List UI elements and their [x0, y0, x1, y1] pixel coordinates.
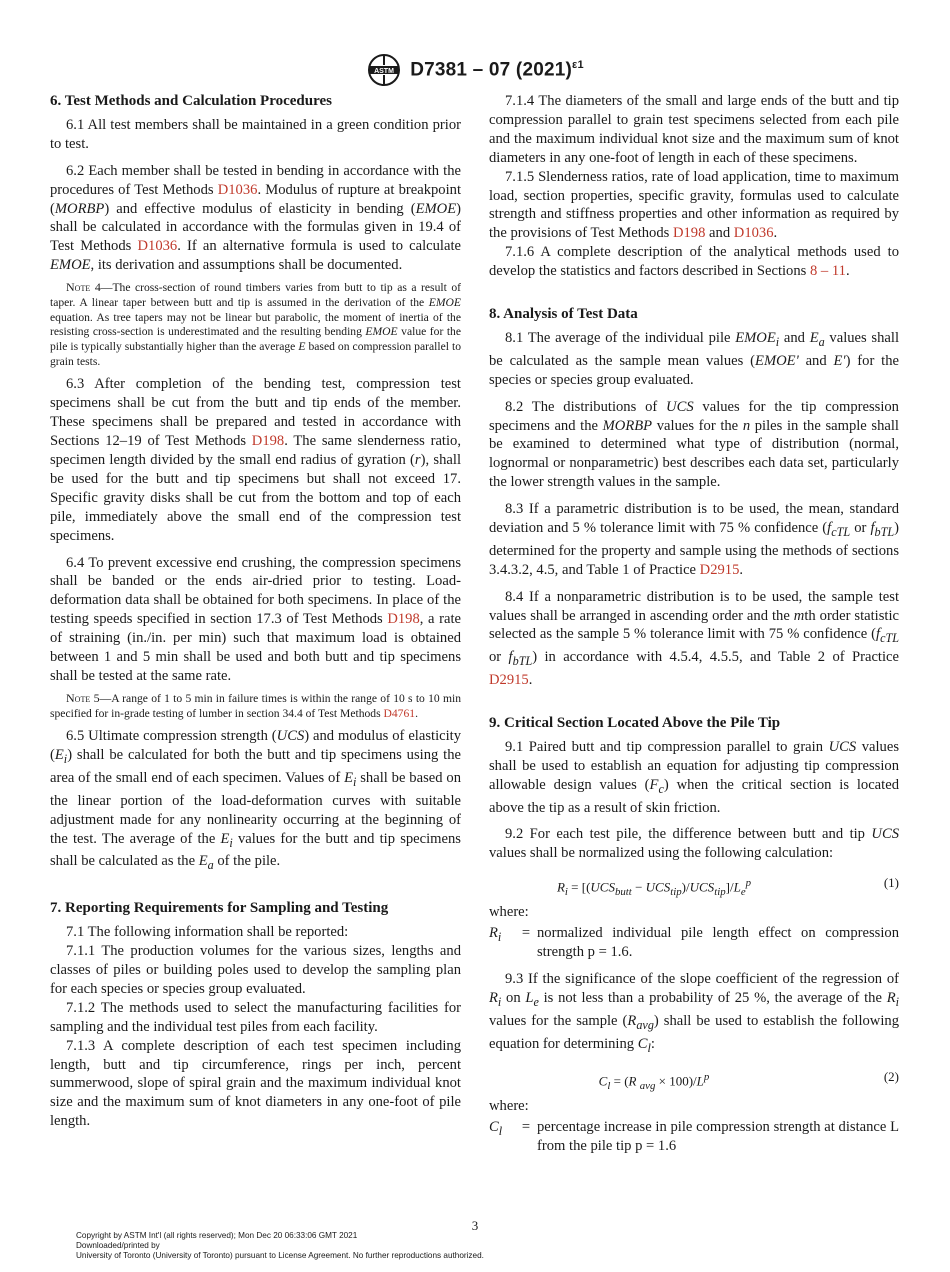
link-d2915[interactable]: D2915	[699, 561, 740, 578]
note-5: Note 5—A range of 1 to 5 min in failure times is within the range of 10 s to 10 min specified for in-grade testing of lumber in section 34.4 of Test Methods D4761.	[50, 690, 462, 720]
equation-2	[489, 1063, 899, 1093]
para-7-1-5: 7.1.5 Slenderness ratios, rate of load application, time to maximum load, section properties, specific gravity, formulas used to calculate strength and stiffness properties and other information as required by the provisions of Test Methods D198 and D1036.	[489, 168, 899, 242]
section-9-heading: 9. Critical Section Located Above the Pile Tip	[489, 715, 781, 731]
svg-text:ASTM: ASTM	[374, 68, 395, 75]
para-8-2: 8.2 The distributions of UCS values for the tip compression specimens and the MORBP values for the n piles in the sample shall be examined to determined what type of distribution (normal, lognormal or nonparametric) best describes each data set, particularly the lower strength values in the sample.	[489, 398, 899, 491]
link-d1036[interactable]: D1036	[137, 238, 178, 255]
equation-1-number: (1)	[883, 875, 899, 891]
copyright-notice: Copyright by ASTM Int'l (all rights reserved); Mon Dec 20 06:33:06 GMT 2021 Downloaded/printed by University of Toronto (University of Toronto) pursuant to License Agreement. No further reproductions authorized.	[76, 1231, 484, 1261]
link-sections-8-11[interactable]: 8 – 11	[809, 263, 846, 280]
section-7-heading: 7. Reporting Requirements for Sampling and Testing	[50, 900, 389, 917]
equation-1	[489, 869, 899, 899]
astm-logo-icon	[366, 53, 402, 87]
para-6-5: 6.5 Ultimate compression strength (UCS) and modulus of elasticity $(E_i)$ shall be calculated for both the butt and tip specimens using the area of the small end of each specimen. Values of $E_i$ shall be based on the linear portion of the load-deformation curves with suitable adjustment made for any nonlinearity occurring at the beginning of the test. The average of the $E_i$ values for the butt and tip specimens shall be calculated as the $E_a$ of the pile.	[50, 728, 462, 873]
page-number: 3	[471, 1218, 479, 1233]
definition-ri: $R_i$ = normalized individual pile length effect on compression strength p = 1.6.	[489, 925, 899, 961]
link-d2915[interactable]: D2915	[489, 672, 529, 689]
where-label: where:	[489, 904, 529, 921]
para-9-1: 9.1 Paired butt and tip compression parallel to grain UCS values shall be used to establish an equation for adjusting tip compression allowable design values $(F_c)$ when the critical section is located above the tip as a result of skin friction.	[489, 738, 899, 816]
link-d4761[interactable]: D4761	[383, 706, 416, 720]
right-column	[489, 92, 899, 1156]
link-d1036[interactable]: D1036	[733, 225, 774, 242]
para-8-3: 8.3 If a parametric distribution is to be used, the mean, standard deviation and 5 % tolerance limit with 75 % confidence ($f_{cTL}$ or $f_{bTL}$) determined for the property and sample using the methods of sections 3.4.3.2, 4.5, and Table 1 of Practice D2915.	[489, 501, 899, 578]
section-6-heading: 6. Test Methods and Calculation Procedures	[50, 93, 332, 109]
para-7-1-2: 7.1.2 The methods used to select the manufacturing facilities for sampling and the individual test piles from each facility.	[50, 999, 461, 1035]
para-9-2: 9.2 For each test pile, the difference between butt and tip UCS values shall be normalized using the following calculation:	[489, 826, 899, 862]
link-d198[interactable]: D198	[387, 611, 420, 628]
para-7-1-6: 7.1.6 A complete description of the analytical methods used to develop the statistics and factors described in Sections 8 – 11.	[489, 244, 899, 280]
equation-1-formula: $R_i = [(UCS_{butt} - UCS_{tip})/UCS_{tip}]/L_e^p$	[556, 877, 752, 899]
para-8-4: 8.4 If a nonparametric distribution is to be used, the sample test values shall be arranged in ascending order and the mth order statistic selected as the sample 5 % tolerance limit with 75 % confidence ($f_{cTL}$ or $f_{bTL}$) in accordance with 4.5.4, 4.5.5, and Table 2 of Practice D2915.	[489, 588, 899, 689]
para-6-4: 6.4 To prevent excessive end crushing, the compression specimens shall be banded or the ends air-dried prior to testing. Load-deformation data shall be obtained for both specimens. In place of the testing speeds specified in section 17.3 of Test Methods D198, a rate of straining (in./in. per min) such that maximum load is obtained between 1 and 5 min shall be used and both butt and tip specimens shall be tested at the same rate.	[50, 554, 462, 684]
left-column	[50, 92, 461, 1131]
definition-cl: $C_l$ = percentage increase in pile compression strength at distance L from the pile tip p = 1.6	[489, 1119, 899, 1155]
para-7-1-4: 7.1.4 The diameters of the small and large ends of the butt and tip compression parallel to grain test specimens selected from each pile and the maximum individual knot size and the maximum sum of knot diameters in any one-foot of length in each of these specimens.	[489, 93, 899, 166]
where-label: where:	[489, 1098, 529, 1115]
para-9-3: 9.3 If the significance of the slope coefficient of the regression of $R_i$ on $L_e$ is not less than a probability of 25 %, the average of the $R_i$ values for the sample $(R_{avg})$ shall be used to establish the following equation for determining $C_l$:	[489, 970, 899, 1055]
para-7-1: 7.1 The following information shall be reported:	[66, 924, 349, 941]
link-d198[interactable]: D198	[251, 433, 285, 450]
para-6-2: 6.2 Each member shall be tested in bending in accordance with the procedures of Test Methods D1036. Modulus of rupture at breakpoint (MORBP) and effective modulus of elasticity in bending (EMOE) shall be calculated in accordance with the formulas given in 19.4 of Test Methods D1036. If an alternative formula is used to calculate EMOE, its derivation and assumptions shall be documented.	[50, 162, 461, 274]
standard-designation: D7381 – 07 $(2021)^{\varepsilon 1}$	[410, 58, 584, 81]
para-6-3: 6.3 After completion of the bending test, compression test specimens shall be cut from the butt and tip ends of the member. These specimens shall be prepared and tested in accordance with Sections 12–19 of Test Methods D198. The same slenderness ratio, specimen length divided by the small end radius of gyration (r), shall be used for the butt and tip specimens but shall not exceed 17. Specific gravity disks shall be cut from the bottom and top of each pile, immediately above the small end of the compression test specimens.	[50, 376, 461, 544]
equation-2-formula: $C_l = (R$ $_{avg} \times 100)/L^p$	[598, 1071, 710, 1093]
link-d198[interactable]: D198	[672, 225, 706, 242]
note-4: Note 4—The cross-section of round timbers varies from butt to tip as a result of taper. A linear taper between butt and tip is assumed in the derivation of the EMOE equation. As tree tapers may not be linear but parabolic, the moment of inertia of the resisting cross-section is underestimated and the resulting bending EMOE value for the pile is typically substantially higher than the average E based on compression parallel to grain tests.	[50, 280, 461, 368]
para-7-1-1: 7.1.1 The production volumes for the various sizes, lengths and classes of piles or building poles used to develop the sampling plan for each species or species group evaluated.	[50, 943, 461, 997]
para-8-1: 8.1 The average of the individual pile $EMOE_i$ and $E_a$ values shall be calculated as the sample mean values (EMOE' and E') for the species or species group evaluated.	[489, 329, 899, 388]
section-8-heading: 8. Analysis of Test Data	[489, 306, 638, 323]
para-7-1-3: 7.1.3 A complete description of each test specimen including length, butt and tip circumference, rings per inch, percent summerwood, slope of spiral grain and the maximum individual knot size and the maximum sum of knot diameters in any one-foot of pile length.	[50, 1037, 461, 1130]
equation-2-number: (2)	[883, 1069, 899, 1085]
link-d1036[interactable]: D1036	[217, 181, 258, 198]
para-6-1: 6.1 All test members shall be maintained in a green condition prior to test.	[50, 116, 461, 152]
page-header	[0, 52, 950, 88]
